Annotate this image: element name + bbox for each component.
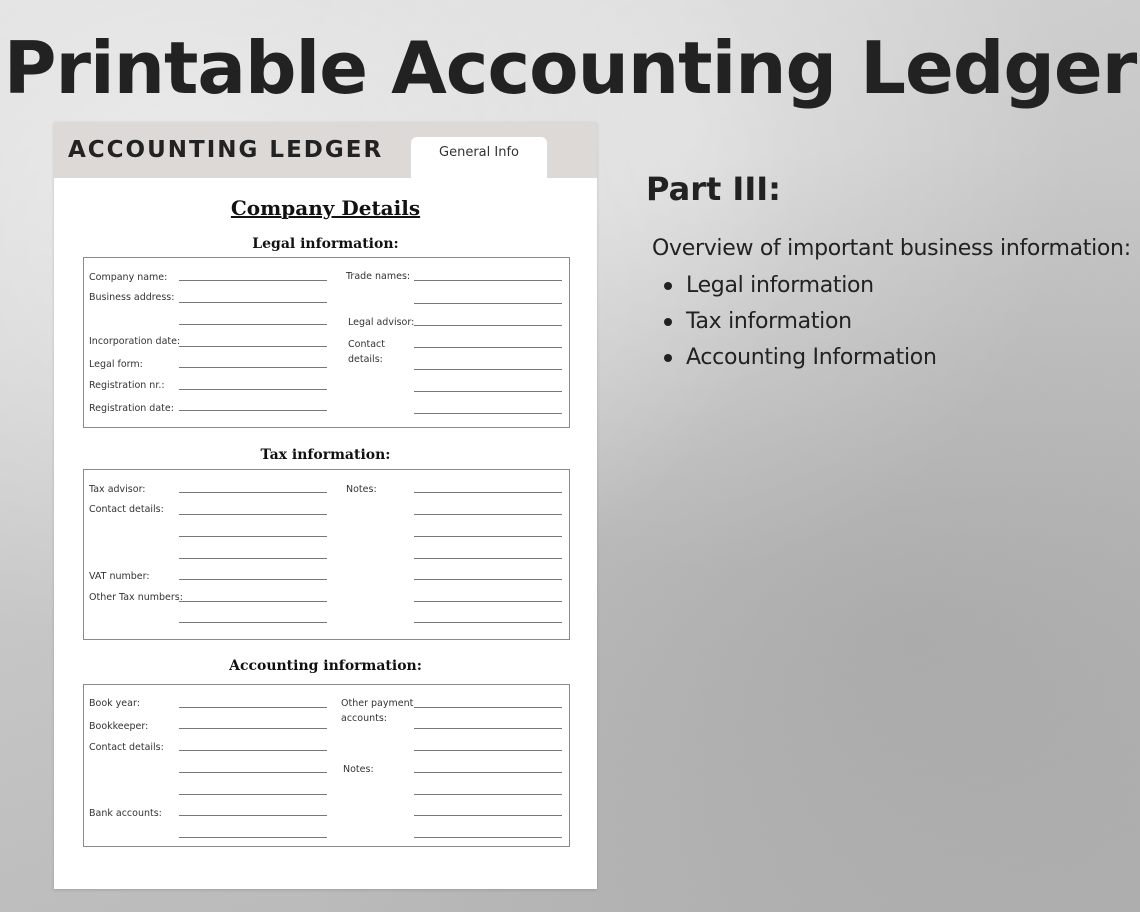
list-item [664, 343, 937, 379]
tax-contact-details-field[interactable] [179, 514, 327, 515]
bank-accounts-label: Bank accounts: [89, 808, 162, 819]
company-name-label: Company name: [89, 272, 168, 283]
bookkeeper-field[interactable] [179, 728, 327, 729]
other-payment-field-2[interactable] [414, 728, 562, 729]
tax-notes-field-7[interactable] [414, 622, 562, 623]
accounting-contact-details-field-2[interactable] [179, 772, 327, 773]
other-tax-numbers-field-2[interactable] [179, 622, 327, 623]
trade-names-field-2[interactable] [414, 303, 562, 304]
bullet-icon [664, 354, 672, 362]
company-details-heading: Company Details [230, 196, 421, 220]
legal-info-heading: Legal information: [252, 236, 399, 252]
contact-label: Contact [348, 339, 385, 350]
tax-notes-field-2[interactable] [414, 514, 562, 515]
tax-notes-field-3[interactable] [414, 536, 562, 537]
list-item [664, 271, 937, 307]
tax-contact-details-field-2[interactable] [179, 536, 327, 537]
vat-number-field[interactable] [179, 579, 327, 580]
overview-text: Overview of important business information: [652, 236, 1131, 261]
legal-advisor-label: Legal advisor: [348, 317, 415, 328]
page-title: Printable Accounting Ledger [3, 26, 1137, 110]
registration-nr-field[interactable] [179, 389, 327, 390]
other-payment-label: Other payment [341, 698, 414, 709]
ledger-sheet [54, 122, 597, 889]
accounting-contact-details-field[interactable] [179, 750, 327, 751]
tax-notes-label: Notes: [346, 484, 377, 495]
bullet-text: Accounting Information [686, 345, 937, 370]
accounting-notes-field-4[interactable] [414, 837, 562, 838]
book-year-label: Book year: [89, 698, 140, 709]
trade-names-label: Trade names: [346, 271, 411, 282]
other-payment-field[interactable] [414, 707, 562, 708]
accounts-label: accounts: [341, 713, 387, 724]
company-name-field[interactable] [179, 280, 327, 281]
accounting-notes-label: Notes: [343, 764, 374, 775]
bullet-text: Tax information [686, 309, 852, 334]
accounting-info-box [83, 684, 570, 847]
tax-contact-details-label: Contact details: [89, 504, 164, 515]
accounting-contact-details-field-3[interactable] [179, 794, 327, 795]
accounting-info-heading: Accounting information: [229, 658, 422, 674]
tax-contact-details-field-3[interactable] [179, 558, 327, 559]
bookkeeper-label: Bookkeeper: [89, 721, 149, 732]
business-address-field-2[interactable] [179, 324, 327, 325]
tax-notes-field-4[interactable] [414, 558, 562, 559]
legal-info-box [83, 257, 570, 428]
contact-details-field[interactable] [414, 347, 562, 348]
tax-advisor-field[interactable] [179, 492, 327, 493]
bank-accounts-field-2[interactable] [179, 837, 327, 838]
details-label: details: [348, 354, 383, 365]
legal-form-label: Legal form: [89, 359, 143, 370]
accounting-notes-field-2[interactable] [414, 794, 562, 795]
book-year-field[interactable] [179, 707, 327, 708]
incorporation-date-field[interactable] [179, 346, 327, 347]
business-address-field[interactable] [179, 302, 327, 303]
tax-info-box [83, 469, 570, 640]
registration-date-label: Registration date: [89, 403, 174, 414]
bullet-list [664, 271, 937, 379]
other-tax-numbers-field[interactable] [179, 601, 327, 602]
accounting-notes-field-3[interactable] [414, 815, 562, 816]
trade-names-field[interactable] [414, 280, 562, 281]
contact-details-field-2[interactable] [414, 369, 562, 370]
sheet-header [54, 122, 597, 178]
bullet-icon [664, 282, 672, 290]
contact-details-field-3[interactable] [414, 391, 562, 392]
tab-general-info[interactable]: General Info [411, 137, 547, 178]
registration-date-field[interactable] [179, 410, 327, 411]
legal-form-field[interactable] [179, 367, 327, 368]
list-item [664, 307, 937, 343]
bullet-text: Legal information [686, 273, 874, 298]
accounting-contact-details-label: Contact details: [89, 742, 164, 753]
tax-notes-field-6[interactable] [414, 601, 562, 602]
incorporation-date-label: Incorporation date: [89, 336, 181, 347]
registration-nr-label: Registration nr.: [89, 380, 165, 391]
contact-details-field-4[interactable] [414, 413, 562, 414]
part-title: Part III: [646, 170, 781, 208]
other-payment-field-3[interactable] [414, 750, 562, 751]
tax-advisor-label: Tax advisor: [89, 484, 146, 495]
business-address-label: Business address: [89, 292, 175, 303]
accounting-notes-field[interactable] [414, 772, 562, 773]
sheet-header-title: ACCOUNTING LEDGER [68, 137, 384, 163]
tax-notes-field-5[interactable] [414, 579, 562, 580]
bullet-icon [664, 318, 672, 326]
tax-info-heading: Tax information: [260, 447, 391, 463]
other-tax-numbers-label: Other Tax numbers: [89, 592, 183, 603]
legal-advisor-field[interactable] [414, 325, 562, 326]
vat-number-label: VAT number: [89, 571, 150, 582]
tax-notes-field[interactable] [414, 492, 562, 493]
bank-accounts-field[interactable] [179, 815, 327, 816]
